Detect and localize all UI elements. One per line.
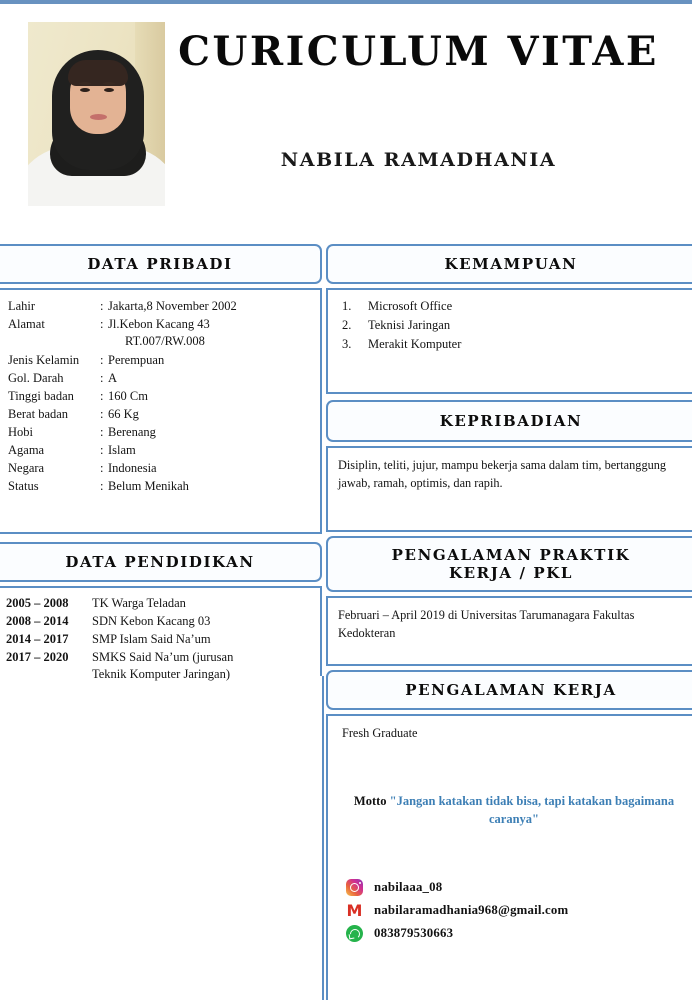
field-colon: : [100, 461, 104, 475]
field-value-line1: Jl.Kebon Kacang 43 [108, 317, 210, 331]
field-value [108, 318, 308, 347]
table-row [8, 318, 308, 354]
pkl-heading-line1: PENGALAMAN PRAKTIK [391, 545, 631, 564]
table-row [8, 480, 308, 498]
field-value: A [108, 371, 118, 385]
education-school: TK Warga Teladan [92, 596, 186, 610]
section-header-pengalaman-kerja [326, 670, 692, 710]
field-label: Gol. Darah [8, 371, 64, 385]
field-colon: : [100, 443, 104, 457]
field-label: Status [8, 479, 39, 493]
table-row [6, 597, 314, 615]
table-row [8, 408, 308, 426]
field-value: Berenang [108, 425, 156, 439]
table-row [8, 444, 308, 462]
gmail-icon: M [346, 901, 363, 920]
table-row [6, 615, 314, 633]
field-value: 160 Cm [108, 389, 148, 403]
whatsapp-icon [346, 925, 363, 942]
table-row [6, 651, 314, 687]
internship-text: Februari – April 2019 di Universitas Tarumanagara Fakultas Kedokteran [338, 608, 635, 640]
education-school-line1: SMKS Said Na’um (jurusan [92, 650, 234, 664]
personality-text: Disiplin, teliti, jujur, mampu bekerja sama dalam tim, bertanggung jawab, ramah, optimis, dan rapih. [338, 458, 667, 490]
list-item-number: 3. [342, 337, 352, 351]
field-value: 66 Kg [108, 407, 139, 421]
list-item [342, 319, 672, 338]
field-colon: : [100, 425, 104, 439]
email-address: nabilaramadhania968@gmail.com [374, 903, 569, 917]
field-label: Agama [8, 443, 45, 457]
table-row [8, 300, 308, 318]
section-header-pengalaman-kerja-label: PENGALAMAN KERJA [405, 680, 617, 699]
section-header-kemampuan-label: KEMAMPUAN [444, 254, 578, 273]
field-value: Perempuan [108, 353, 165, 367]
field-label: Berat badan [8, 407, 69, 421]
education-school-line2: Teknik Komputer Jaringan) [92, 666, 230, 681]
section-header-kemampuan [326, 244, 692, 284]
section-body-kepribadian [326, 446, 692, 532]
list-item-label: Microsoft Office [368, 299, 453, 313]
education-school [92, 651, 314, 680]
section-body-pengalaman-kerja [326, 714, 692, 1000]
table-row [8, 390, 308, 408]
education-years: 2005 – 2008 [6, 596, 69, 610]
whatsapp-number: 083879530663 [374, 926, 454, 940]
table-row [8, 426, 308, 444]
table-row [8, 462, 308, 480]
list-item-number: 1. [342, 299, 352, 313]
list-item [342, 338, 672, 357]
section-header-kepribadian [326, 400, 692, 442]
field-value-line2: RT.007/RW.008 [125, 333, 205, 348]
list-item-number: 2. [342, 318, 352, 332]
personal-data-table [8, 300, 308, 498]
education-school: SMP Islam Said Na’um [92, 632, 211, 646]
list-item-label: Teknisi Jaringan [368, 318, 451, 332]
section-header-data-pribadi-label: DATA PRIBADI [87, 254, 233, 273]
section-header-data-pendidikan-label: DATA PENDIDIKAN [65, 552, 255, 571]
right-column [326, 0, 692, 1000]
education-table [6, 597, 314, 687]
motto-quote: "Jangan katakan tidak bisa, tapi katakan bagaimana caranya" [389, 794, 675, 827]
contact-email[interactable] [346, 899, 686, 922]
table-row [8, 372, 308, 390]
section-body-data-pribadi [0, 288, 322, 534]
field-colon: : [100, 299, 104, 313]
education-school: SDN Kebon Kacang 03 [92, 614, 211, 628]
field-value: Indonesia [108, 461, 157, 475]
candidate-name: NABILA RAMADHANIA [280, 149, 557, 171]
section-header-data-pribadi [0, 244, 322, 284]
field-label: Negara [8, 461, 45, 475]
field-colon: : [100, 389, 104, 403]
contact-whatsapp[interactable] [346, 922, 686, 945]
education-years: 2017 – 2020 [6, 650, 69, 664]
field-colon: : [100, 353, 104, 367]
field-label: Jenis Kelamin [8, 353, 80, 367]
contact-instagram[interactable] [346, 876, 686, 899]
field-label: Alamat [8, 317, 45, 331]
instagram-handle: nabilaaa_08 [374, 880, 443, 894]
table-row [6, 633, 314, 651]
field-value: Jakarta,8 November 2002 [108, 299, 237, 313]
field-label: Tinggi badan [8, 389, 74, 403]
section-body-kemampuan [326, 288, 692, 394]
field-label: Hobi [8, 425, 33, 439]
list-item [342, 300, 672, 319]
field-label: Lahir [8, 299, 36, 313]
pkl-heading-line2: KERJA / PKL [448, 564, 574, 582]
list-item-label: Merakit Komputer [368, 337, 462, 351]
motto-block [346, 792, 682, 828]
field-colon: : [100, 479, 104, 493]
work-text: Fresh Graduate [342, 726, 418, 740]
skills-list [342, 300, 672, 357]
field-value: Belum Menikah [108, 479, 189, 493]
left-column [0, 0, 326, 1000]
section-header-data-pendidikan [0, 542, 322, 582]
section-header-kepribadian-label: KEPRIBADIAN [439, 411, 583, 430]
education-years: 2008 – 2014 [6, 614, 69, 628]
section-body-data-pendidikan [0, 586, 322, 681]
field-colon: : [100, 371, 104, 385]
section-header-pengalaman-pkl-label [392, 546, 631, 583]
field-value: Islam [108, 443, 136, 457]
table-row [8, 354, 308, 372]
contact-list [346, 876, 686, 945]
column-divider-rule [322, 676, 324, 1000]
section-body-pengalaman-pkl [326, 596, 692, 666]
education-years: 2014 – 2017 [6, 632, 69, 646]
cv-title: CURICULUM VITAE [178, 28, 659, 75]
section-header-pengalaman-pkl [326, 536, 692, 592]
field-colon: : [100, 407, 104, 421]
field-colon: : [100, 317, 104, 331]
motto-label: Motto [353, 794, 390, 808]
instagram-icon [346, 879, 363, 896]
